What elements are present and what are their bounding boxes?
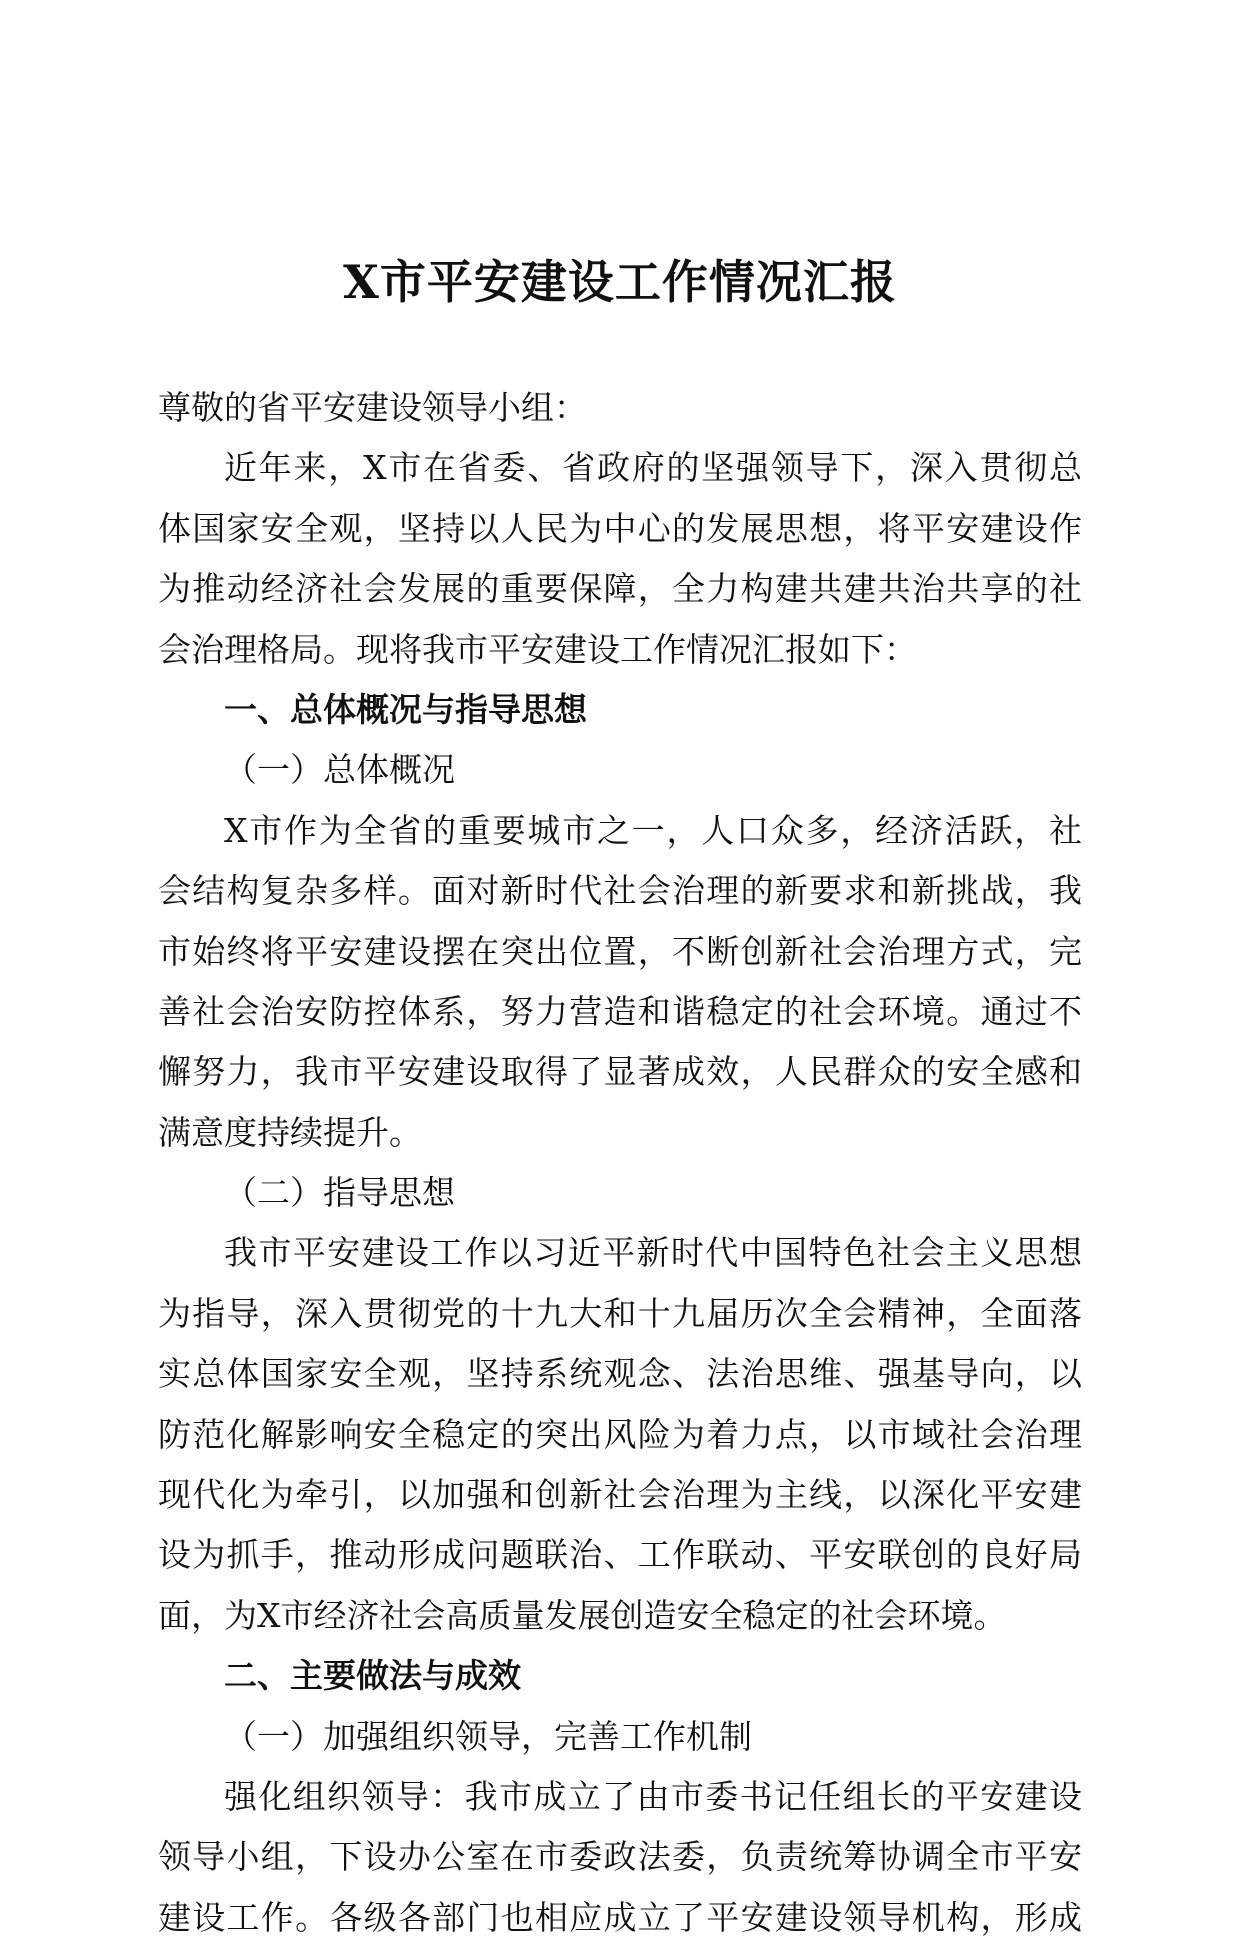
paragraph-line: 面，为X市经济社会高质量发展创造安全稳定的社会环境。 — [158, 1595, 1007, 1635]
paragraph-line: 善社会治安防控体系，努力营造和谐稳定的社会环境。通过不 — [158, 991, 1082, 1031]
paragraph-line: 会结构复杂多样。面对新时代社会治理的新要求和新挑战，我 — [158, 871, 1082, 911]
paragraph-line: 实总体国家安全观，坚持系统观念、法治思维、强基导向，以 — [158, 1354, 1082, 1394]
paragraph-line: 市始终将平安建设摆在突出位置，不断创新社会治理方式，完 — [158, 931, 1082, 971]
paragraph-line: 我市平安建设工作以习近平新时代中国特色社会主义思想 — [224, 1233, 1082, 1273]
paragraph-line: 体国家安全观，坚持以人民为中心的发展思想，将平安建设作 — [158, 508, 1082, 548]
paragraph-line: 为指导，深入贯彻党的十九大和十九届历次全会精神，全面落 — [158, 1293, 1082, 1333]
paragraph-line: 强化组织领导：我市成立了由市委书记任组长的平安建设 — [224, 1776, 1082, 1816]
paragraph-line: 近年来，X市在省委、省政府的坚强领导下，深入贯彻总 — [224, 448, 1082, 488]
paragraph-line: 防范化解影响安全稳定的突出风险为着力点，以市域社会治理 — [158, 1414, 1082, 1454]
subsection-heading: （二）指导思想 — [224, 1173, 455, 1213]
paragraph-line: 懈努力，我市平安建设取得了显著成效，人民群众的安全感和 — [158, 1052, 1082, 1092]
paragraph-line: 设为抓手，推动形成问题联治、工作联动、平安联创的良好局 — [158, 1535, 1082, 1575]
section-heading: 二、主要做法与成效 — [224, 1656, 521, 1696]
paragraph-line: 会治理格局。现将我市平安建设工作情况汇报如下： — [158, 629, 917, 669]
paragraph-line: 建设工作。各级各部门也相应成立了平安建设领导机构，形成 — [158, 1897, 1082, 1937]
subsection-heading: （一）总体概况 — [224, 750, 455, 790]
subsection-heading: （一）加强组织领导，完善工作机制 — [224, 1716, 752, 1756]
document-title: X市平安建设工作情况汇报 — [343, 255, 897, 309]
salutation: 尊敬的省平安建设领导小组： — [158, 388, 587, 427]
paragraph-line: 满意度持续提升。 — [158, 1112, 422, 1152]
document-body — [158, 378, 1082, 1948]
paragraph-line: X市作为全省的重要城市之一，人口众多，经济活跃，社 — [224, 810, 1082, 850]
paragraph-line: 为推动经济社会发展的重要保障，全力构建共建共治共享的社 — [158, 569, 1082, 609]
paragraph-line: 领导小组，下设办公室在市委政法委，负责统筹协调全市平安 — [158, 1837, 1082, 1877]
section-heading: 一、总体概况与指导思想 — [224, 689, 587, 729]
paragraph-line: 现代化为牵引，以加强和创新社会治理为主线，以深化平安建 — [158, 1475, 1082, 1515]
